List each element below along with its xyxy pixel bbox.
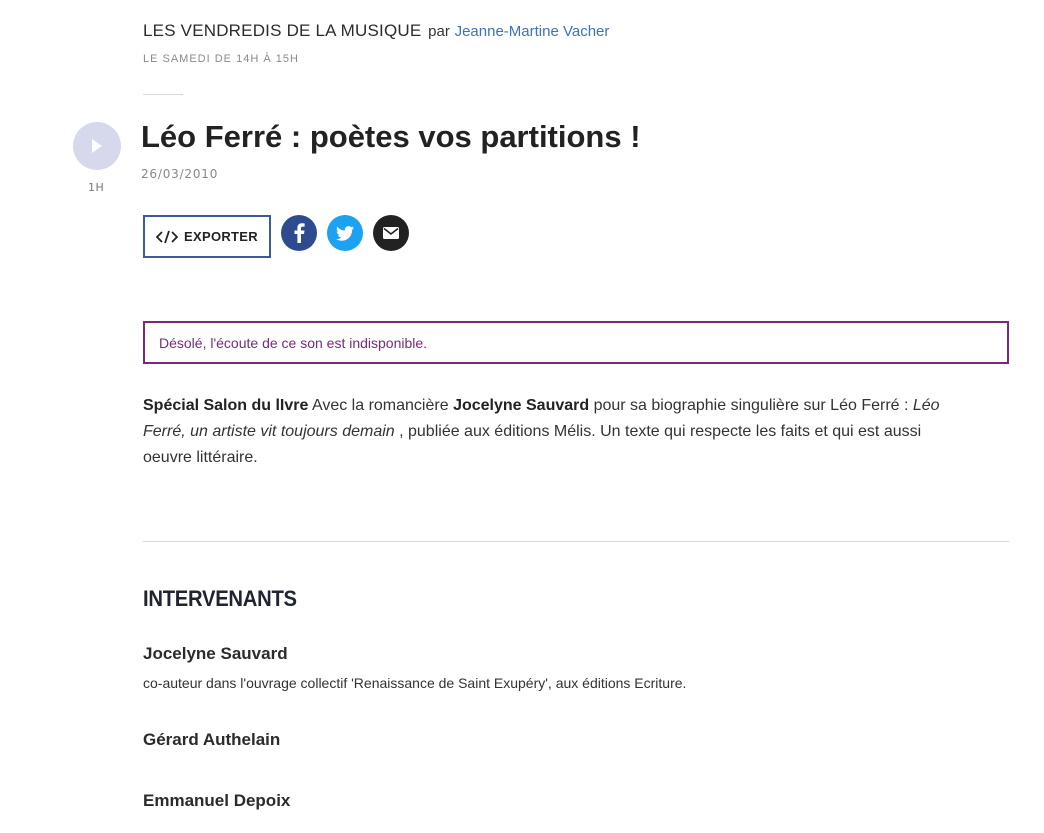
speaker-name[interactable]: Emmanuel Depoix <box>143 791 291 810</box>
twitter-icon <box>336 226 354 241</box>
description-text-3: , publiée aux éditions Mélis. Un texte qui respecte les faits et qui est aussi oeuvre littéraire. <box>143 423 922 466</box>
show-name[interactable]: LES VENDREDIS DE LA MUSIQUE <box>143 21 422 40</box>
alert-message: Désolé, l'écoute de ce son est indisponible. <box>159 335 428 351</box>
description-bold-1: Spécial Salon du lIvre <box>143 397 309 414</box>
episode-description <box>143 393 973 471</box>
unavailable-audio-alert <box>143 321 1009 364</box>
speakers-heading: INTERVENANTS <box>143 586 297 611</box>
code-icon <box>156 230 178 244</box>
description-book-title: Léo Ferré, un artiste vit toujours demain <box>143 397 940 440</box>
section-divider <box>143 541 1009 542</box>
speaker-role: co-auteur dans l'ouvrage collectif 'Renaissance de Saint Exupéry', aux éditions Ecriture. <box>143 675 687 691</box>
speaker-name[interactable]: Jocelyne Sauvard <box>143 644 288 663</box>
speaker-name[interactable]: Gérard Authelain <box>143 730 281 749</box>
mail-icon <box>383 227 399 239</box>
share-facebook-button[interactable] <box>281 215 317 251</box>
show-host-link[interactable]: Jeanne-Martine Vacher <box>454 23 610 40</box>
show-schedule: LE SAMEDI DE 14H À 15H <box>143 53 299 65</box>
episode-date: 26/03/2010 <box>141 167 219 181</box>
export-button-label: EXPORTER <box>184 229 258 244</box>
show-header <box>143 21 609 41</box>
share-twitter-button[interactable] <box>327 215 363 251</box>
episode-title: Léo Ferré : poètes vos partitions ! <box>141 119 641 154</box>
play-button[interactable] <box>73 122 121 170</box>
episode-duration: 1H <box>88 181 105 194</box>
show-by-label: par <box>428 23 450 40</box>
divider <box>143 94 183 95</box>
export-button[interactable] <box>143 215 271 258</box>
description-text-1: Avec la romancière <box>308 397 454 414</box>
facebook-icon <box>293 223 305 243</box>
play-icon <box>90 137 104 155</box>
share-email-button[interactable] <box>373 215 409 251</box>
description-bold-2: Jocelyne Sauvard <box>453 397 590 414</box>
description-text-2: pour sa biographie singulière sur Léo Ferré : <box>589 397 913 414</box>
